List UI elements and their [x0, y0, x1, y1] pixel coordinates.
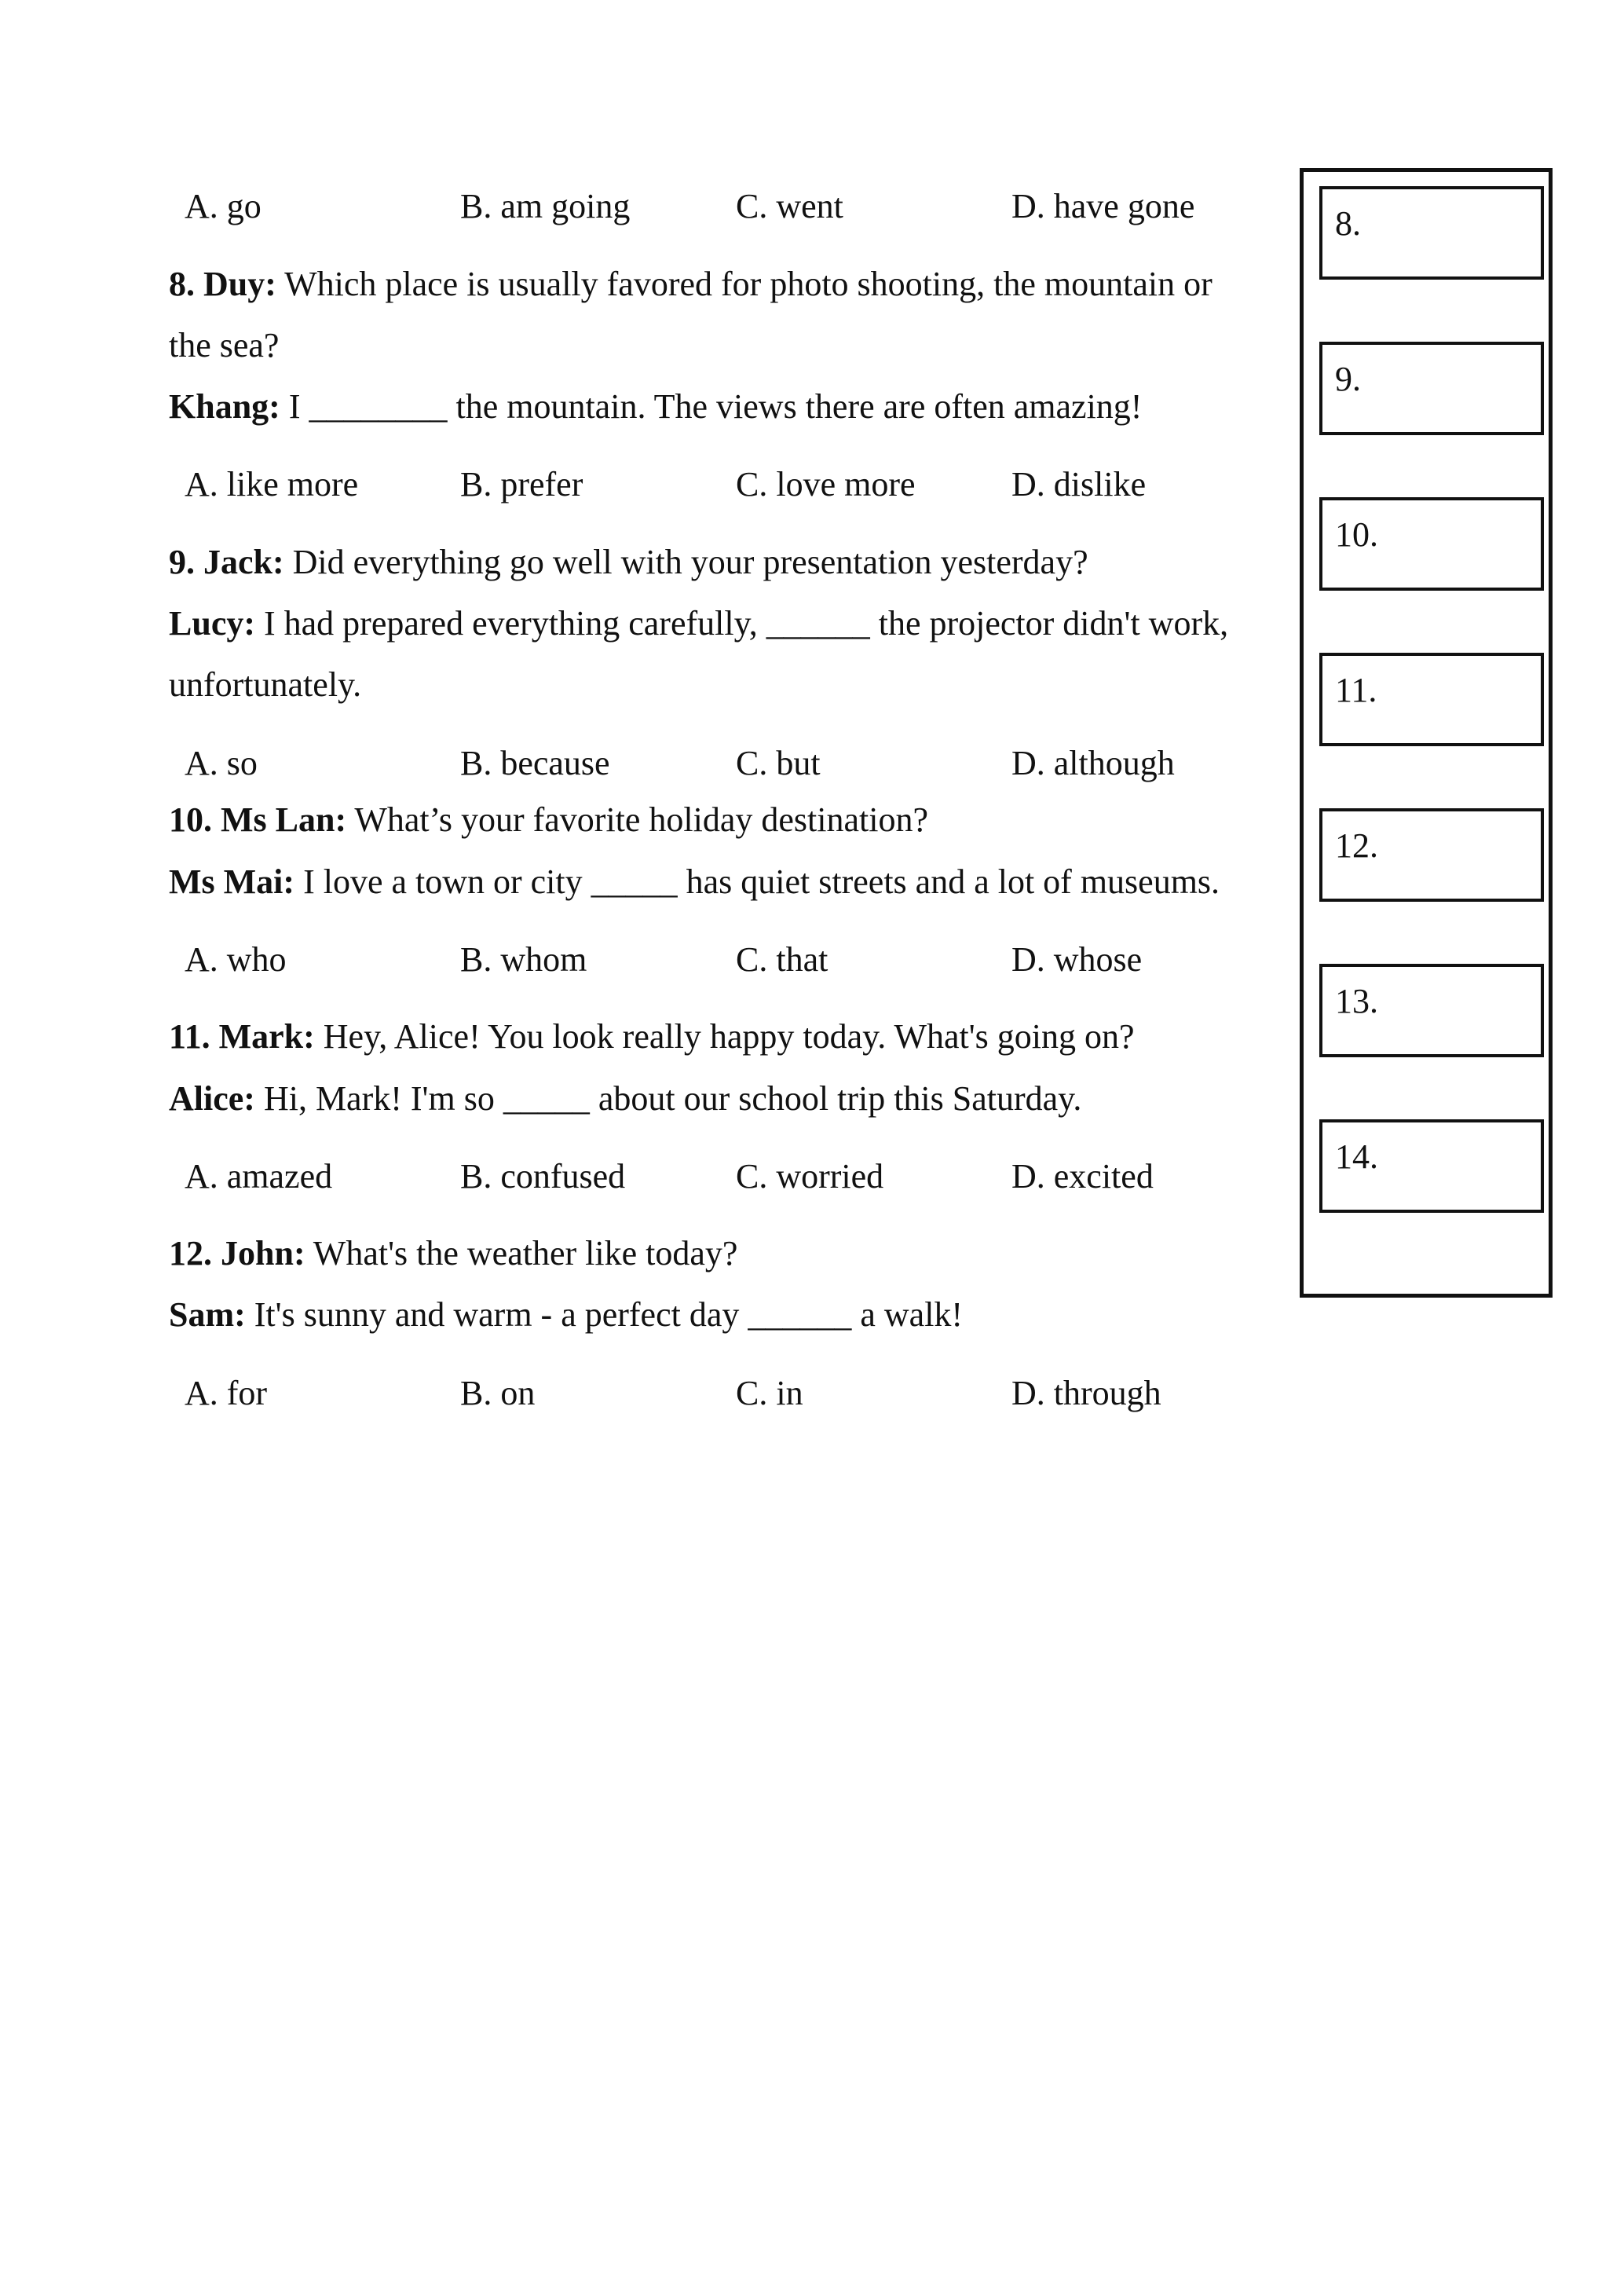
option-c: C. that: [736, 940, 828, 979]
option-c: C. went: [736, 187, 843, 225]
answer-box-10[interactable]: [1319, 497, 1544, 591]
question-8-line-2: [169, 325, 279, 366]
speaker-label: Lucy:: [169, 604, 255, 643]
options-row-q7: [185, 186, 1284, 227]
dialogue-text: I had prepared everything carefully, ______ the projector didn't work,: [255, 604, 1229, 643]
answer-box-label: 10.: [1335, 515, 1378, 554]
speaker-label: Alice:: [169, 1079, 255, 1118]
question-11-line-2: [169, 1078, 1081, 1119]
speaker-label: Sam:: [169, 1295, 246, 1334]
option-b: B. because: [460, 744, 610, 782]
answer-box-label: 12.: [1335, 826, 1378, 865]
answer-box-9[interactable]: [1319, 342, 1544, 435]
speaker-label: 9. Jack:: [169, 543, 284, 581]
option-c: C. but: [736, 744, 821, 782]
option-d: D. whose: [1011, 940, 1143, 979]
options-row-q11: [185, 1156, 1284, 1197]
answer-panel: [1300, 168, 1553, 1298]
option-d: D. through: [1011, 1374, 1161, 1412]
dialogue-text: What’s your favorite holiday destination?: [346, 800, 929, 839]
answer-box-label: 9.: [1335, 360, 1361, 398]
question-11-line-1: [169, 1016, 1135, 1057]
speaker-label: Ms Mai:: [169, 862, 295, 901]
question-12-line-1: [169, 1233, 737, 1274]
dialogue-text: I ________ the mountain. The views there are often amazing!: [280, 387, 1143, 426]
options-row-q9: [185, 743, 1284, 784]
answer-box-label: 14.: [1335, 1137, 1378, 1176]
answer-box-8[interactable]: [1319, 186, 1544, 280]
answer-box-11[interactable]: [1319, 653, 1544, 746]
option-b: B. whom: [460, 940, 587, 979]
answer-box-label: 13.: [1335, 982, 1378, 1020]
option-b: B. confused: [460, 1157, 626, 1196]
dialogue-text: unfortunately.: [169, 665, 362, 704]
speaker-label: 10. Ms Lan:: [169, 800, 347, 839]
dialogue-text: Hey, Alice! You look really happy today. What's going on?: [314, 1017, 1135, 1056]
question-8-line-1: [169, 264, 1213, 305]
answer-box-14[interactable]: [1319, 1119, 1544, 1213]
option-a: A. for: [185, 1374, 268, 1412]
speaker-label: 8. Duy:: [169, 265, 276, 303]
option-a: A. like more: [185, 465, 359, 504]
option-c: C. worried: [736, 1157, 884, 1196]
option-b: B. am going: [460, 187, 631, 225]
option-a: A. amazed: [185, 1157, 333, 1196]
dialogue-text: It's sunny and warm - a perfect day ______ a walk!: [245, 1295, 964, 1334]
dialogue-text: the sea?: [169, 326, 280, 364]
speaker-label: 11. Mark:: [169, 1017, 315, 1056]
option-c: C. in: [736, 1374, 803, 1412]
option-b: B. on: [460, 1374, 536, 1412]
question-12-line-2: [169, 1294, 963, 1335]
question-10-line-1: [169, 800, 928, 840]
dialogue-text: Hi, Mark! I'm so _____ about our school trip this Saturday.: [254, 1079, 1082, 1118]
options-row-q12: [185, 1373, 1284, 1414]
option-d: D. although: [1011, 744, 1175, 782]
option-d: D. dislike: [1011, 465, 1147, 504]
option-a: A. so: [185, 744, 258, 782]
options-row-q8: [185, 464, 1284, 505]
option-b: B. prefer: [460, 465, 583, 504]
dialogue-text: Did everything go well with your presentation yesterday?: [283, 543, 1088, 581]
option-a: A. go: [185, 187, 262, 225]
answer-box-label: 8.: [1335, 204, 1361, 243]
question-9-line-3: [169, 665, 361, 705]
answer-box-13[interactable]: [1319, 964, 1544, 1057]
question-8-line-3: [169, 386, 1142, 427]
option-c: C. love more: [736, 465, 916, 504]
question-9-line-2: [169, 603, 1228, 644]
answer-box-label: 11.: [1335, 671, 1377, 709]
question-10-line-2: [169, 862, 1220, 903]
dialogue-text: I love a town or city _____ has quiet streets and a lot of museums.: [294, 862, 1220, 901]
option-d: D. excited: [1011, 1157, 1154, 1196]
option-a: A. who: [185, 940, 287, 979]
dialogue-text: Which place is usually favored for photo shooting, the mountain or: [276, 265, 1213, 303]
options-row-q10: [185, 939, 1284, 980]
dialogue-text: What's the weather like today?: [305, 1234, 738, 1273]
speaker-label: Khang:: [169, 387, 280, 426]
answer-box-12[interactable]: [1319, 808, 1544, 902]
option-d: D. have gone: [1011, 187, 1195, 225]
question-9-line-1: [169, 542, 1088, 583]
speaker-label: 12. John:: [169, 1234, 305, 1273]
